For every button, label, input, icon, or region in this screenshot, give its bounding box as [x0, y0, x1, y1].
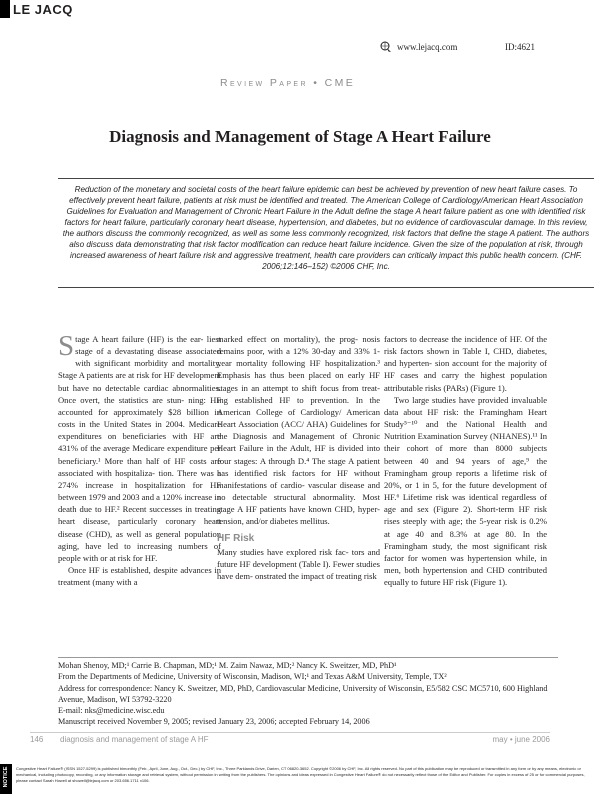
abstract: Reduction of the monetary and societal costs of the heart failure epidemic can best be achieved by prevention of new heart failure cases. To effectively prevent heart failure, patients at risk must be identified and treated. The American College of Cardiology/American Heart Association Guidelines for Evaluation and Management of Chronic Heart Failure in the Adult define the stage A heart failure patient as one with identified risk factors for heart failure, particularly coronary heart disease, hypertension, and diabetes, but no evidence of cardiovascular damage. In this review, the authors discuss the commonly recognized, as well as some less commonly recognized, risk factors that define the stage A patient. The authors also discuss data demonstrating that risk factor modification can reduce heart failure incidence. Given the size of the population at risk, through increased awareness of heart failure risk and aggressive treatment, health care providers can critically impact this public health concern. (CHF. 2006;12:146–152) ©2006 CHF, Inc. — [58, 178, 594, 272]
article-reference — [380, 41, 580, 55]
body-column-2 — [217, 333, 380, 582]
logo-mark-icon — [0, 0, 10, 18]
issue-date: may • june 2006 — [492, 735, 550, 744]
affiliation-line: From the Departments of Medicine, University of Wisconsin, Madison, WI;¹ and Texas A&M University, Temple, TX² — [58, 672, 447, 682]
body-paragraph: Many studies have explored risk fac- tors and future HF development (Table I). Fewer studies have dem- onstrated the impact of treating risk — [217, 546, 380, 581]
body-column-3 — [384, 333, 547, 588]
website-link[interactable]: www.lejacq.com — [397, 42, 458, 52]
article-id: ID:4621 — [505, 42, 535, 52]
publisher-logo — [0, 0, 73, 18]
body-paragraph: factors to decrease the incidence of HF. Of the risk factors shown in Table I, CHD, diabetes, and hyperten- sion account for the majority of HF cases and carry the highest population attributable risks (PARs) (Figure 1). — [384, 334, 547, 393]
author-affiliations — [58, 657, 558, 728]
article-title: Diagnosis and Management of Stage A Heart Failure — [109, 127, 491, 146]
abstract-divider — [58, 287, 594, 288]
body-paragraph: marked effect on mortality), the prog- nosis remains poor, with a 12% 30-day and 33% 1-year mortality following HF hospitalization.³ Emphasis has thus been placed on early HF stages in an attempt to shift focus from treat- ing established HF to prevention. In the American College of Cardiology/ American Heart Association (ACC/ AHA) Guidelines for the Diagnosis and Management of Chronic Heart Failure in the Adult, HF is divided into four stages: A through D.⁴ The stage A patient has identified risk factors for HF without manifestations of cardio- vascular disease and no detectable structural abnormality. Most stage A HF patients have known CHD, hyper- tension, and/or diabetes mellitus. — [217, 334, 380, 527]
correspondence-address: Address for correspondence: Nancy K. Sweitzer, MD, PhD, Cardiovascular Medicine, University of Wisconsin, E5/582 CSC MC5710, 600 Highland Avenue, Madison, WI 53792-3220 — [58, 683, 548, 704]
running-title: diagnosis and management of stage A HF — [60, 735, 209, 744]
page-footer — [30, 732, 550, 744]
body-paragraph: Once HF is established, despite advances in treatment (many with a — [58, 564, 221, 588]
body-paragraph — [58, 330, 221, 564]
page-number: 146 — [30, 735, 44, 744]
drop-cap: S — [58, 330, 75, 362]
section-heading: Review Paper • CME — [220, 77, 356, 89]
manuscript-dates: Manuscript received November 9, 2005; revised January 23, 2006; accepted February 14, 2006 — [58, 717, 370, 727]
globe-pointer-icon — [380, 41, 392, 53]
paragraph-text: tage A heart failure (HF) is the ear- liest stage of a devastating disease associated with significant morbidity and mortality. Stage A patients are at risk for HF development but have no detectable cardiac abnormalities. Once overt, the statistics are stun- ning: HF accounted for approximately $28 billion in costs in the United States in 2004. Medicare expenditures on beneficiaries with HF are 431% of the average Medicare expenditure per beneficiary.¹ More than half of HF costs are associated with hospitaliza- tion. There was a 274% increase in hospitalization for HF between 1979 and 2003 and a 120% increase in death due to HF.² Recent successes in treating heart disease, particularly coronary heart disease (CHD), as well as general population aging, have led to increasing numbers of people with or at risk for HF. — [58, 334, 221, 563]
copyright-notice: Congestive Heart Failure® (ISSN 1527-5299) is published bimonthly (Feb., April, June, Aug., Oct., Dec.) by CHF, Inc., Three Parklands Drive, Darien, CT 06820-3652. Copyright ©2006 by CHF, Inc. All rights reserved. No part of this publication may be reproduced or transmitted in any form or by any means, electronic or mechanical, including photocopy, recording, or any information storage and retrieval system, without permission in writing from the publishers. The opinions and ideas expressed in Congestive Heart Failure® do not necessarily reflect those of the Editor and Publisher. For copies in excess of 25 or for commercial purposes, please contact Sarah Howell at showell@lejacq.com or 203.656.1711 x106. — [16, 766, 585, 783]
email-line[interactable]: E-mail: nks@medicine.wisc.edu — [58, 706, 165, 716]
body-paragraph: Two large studies have provided invaluable data about HF risk: the Framingham Heart Study⁵⁻¹⁰ and the National Health and Nutrition Examination Survey (NHANES).¹¹ In their cohort of more than 8000 subjects between 40 and 94 years of age,⁹ the Framingham group reports a lifetime risk of 20%, or 1 in 5, for the future development of HF.⁶ Lifetime risk was identical regardless of age and sex (Figure 2). Short-term HF risk rises steeply with age; the 5-year risk is 0.2% at age 40 and 8.3% at age 80. In the Framingham study, the most significant risk factor for women was hypertension while, in men, both hypertension and CHD contributed equally to future HF risk (Figure 1). — [384, 394, 547, 588]
notice-label: NOTICE — [3, 766, 9, 788]
subheading-hf-risk: HF Risk — [217, 532, 255, 544]
publisher-name: LE JACQ — [13, 1, 73, 17]
body-column-1 — [58, 330, 221, 588]
author-list: Mohan Shenoy, MD;¹ Carrie B. Chapman, MD;¹ M. Zaim Nawaz, MD;² Nancy K. Sweitzer, MD, PhD¹ — [58, 661, 397, 670]
